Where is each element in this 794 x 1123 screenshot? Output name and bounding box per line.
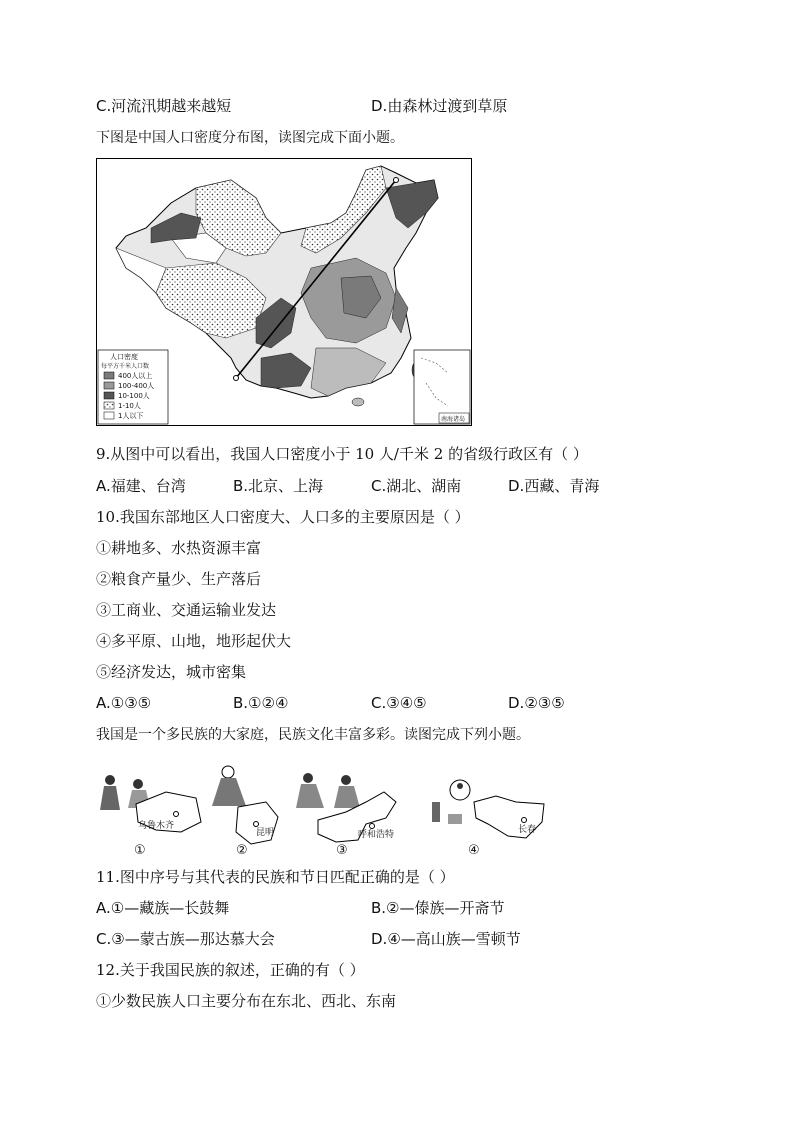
q11-option-c[interactable]: C.③—蒙古族—那达慕大会 xyxy=(96,930,275,948)
option-c-prev: C.河流汛期越来越短 xyxy=(96,97,232,115)
q9-stem: 9.从图中可以看出，我国人口密度小于 10 人/千米 2 的省级行政区有（ ） xyxy=(96,445,588,463)
q12-stem: 12.关于我国民族的叙述，正确的有（ ） xyxy=(96,961,365,979)
legend-item-5: 1人以下 xyxy=(118,412,144,420)
legend-item-1: 400人以上 xyxy=(118,372,153,380)
q10-stem: 10.我国东部地区人口密度大、人口多的主要原因是（ ） xyxy=(96,508,470,526)
q11-stem: 11.图中序号与其代表的民族和节日匹配正确的是（ ） xyxy=(96,868,455,886)
panel-number-2: ② xyxy=(236,843,248,858)
city-urumqi: 乌鲁木齐 xyxy=(138,821,175,831)
legend-item-4: 1-10人 xyxy=(118,402,141,410)
panel-xinjiang xyxy=(100,775,201,858)
q10-item-2: ②粮食产量少、生产落后 xyxy=(96,570,262,588)
q10-item-3: ③工商业、交通运输业发达 xyxy=(96,601,277,619)
legend-item-2: 100-400人 xyxy=(118,382,155,390)
panel-number-1: ① xyxy=(134,843,146,858)
q11-option-a[interactable]: A.①—藏族—长鼓舞 xyxy=(96,899,230,917)
q11-option-b[interactable]: B.②—傣族—开斋节 xyxy=(371,899,505,917)
q9-option-d[interactable]: D.西藏、青海 xyxy=(508,477,600,495)
intro-ethnic: 我国是一个多民族的大家庭，民族文化丰富多彩。读图完成下列小题。 xyxy=(96,727,530,743)
q10-item-5: ⑤经济发达，城市密集 xyxy=(96,663,247,681)
q10-option-c[interactable]: C.③④⑤ xyxy=(371,694,427,712)
panel-yunnan xyxy=(212,766,278,858)
q10-item-1: ①耕地多、水热资源丰富 xyxy=(96,539,262,557)
intro-population-map: 下图是中国人口密度分布图，读图完成下面小题。 xyxy=(96,130,404,146)
q10-option-a[interactable]: A.①③⑤ xyxy=(96,694,152,712)
city-changchun: 长春 xyxy=(518,825,537,835)
map-legend xyxy=(98,350,168,424)
q9-option-c[interactable]: C.湖北、湖南 xyxy=(371,477,462,495)
q9-option-b[interactable]: B.北京、上海 xyxy=(233,477,324,495)
panel-inner-mongolia xyxy=(296,773,396,858)
q12-item-1: ①少数民族人口主要分布在东北、西北、东南 xyxy=(96,992,397,1010)
city-hohhot: 呼和浩特 xyxy=(358,830,395,840)
panel-number-3: ③ xyxy=(336,843,348,858)
q11-option-d[interactable]: D.④—高山族—雪顿节 xyxy=(371,930,521,948)
inset-label: 南海诸岛 xyxy=(441,416,466,423)
panel-jilin xyxy=(432,780,544,858)
ethnic-groups-figure xyxy=(96,762,548,858)
option-d-prev: D.由森林过渡到草原 xyxy=(371,97,508,115)
legend-title: 人口密度 xyxy=(110,353,138,361)
legend-item-3: 10-100人 xyxy=(118,392,150,400)
south-china-sea-inset xyxy=(414,350,470,424)
population-density-map xyxy=(96,158,472,426)
legend-subtitle: 每平方千米人口数 xyxy=(101,363,150,370)
q9-option-a[interactable]: A.福建、台湾 xyxy=(96,477,186,495)
q10-item-4: ④多平原、山地，地形起伏大 xyxy=(96,632,292,650)
city-kunming: 昆明 xyxy=(256,828,275,838)
q10-option-b[interactable]: B.①②④ xyxy=(233,694,289,712)
q10-option-d[interactable]: D.②③⑤ xyxy=(508,694,565,712)
panel-number-4: ④ xyxy=(468,843,480,858)
